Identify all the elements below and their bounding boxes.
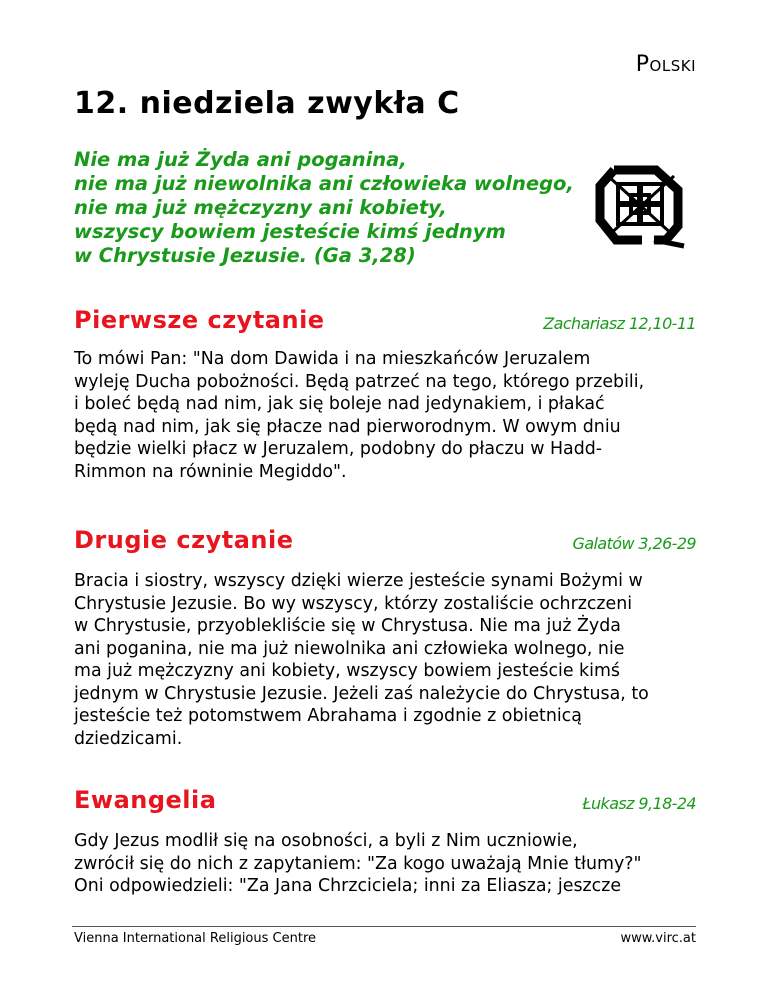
motto-line: wszyscy bowiem jesteście kimś jednym [74, 220, 506, 243]
reading-text-second [74, 570, 714, 750]
footer-website: www.virc.at [620, 931, 696, 946]
motto-line: nie ma już niewolnika ani człowieka wolnego, [74, 172, 574, 195]
motto-line: w Chrystusie Jezusie. (Ga 3,28) [74, 244, 416, 267]
section-header-first-reading [74, 306, 696, 340]
text-line: będzie wielki płacz w Jeruzalem, podobny do płaczu w Hadd- [74, 439, 603, 459]
motto-quote [74, 148, 574, 268]
text-line: jednym w Chrystusie Jezusie. Jeżeli zaś należycie do Chrystusa, to [74, 683, 649, 704]
footer-divider [72, 926, 696, 927]
text-line: ma już mężczyzny ani kobiety, wszyscy bowiem jesteście kimś [74, 661, 620, 681]
text-line: dziedzicami. [74, 728, 183, 749]
text-line: wyleję Ducha pobożności. Będą patrzeć na tego, którego przebili, [74, 371, 645, 392]
section-title: Pierwsze czytanie [74, 306, 325, 334]
text-line: Chrystusie Jezusie. Bo wy wszyscy, którzy zostaliście ochrzczeni [74, 593, 633, 614]
section-reference: Galatów 3,26-29 [572, 534, 696, 553]
section-reference: Łukasz 9,18-24 [582, 794, 696, 813]
text-line: To mówi Pan: "Na dom Dawida i na mieszkańców Jeruzalem [74, 349, 591, 369]
text-line: jesteście też potomstwem Abrahama i zgodnie z obietnicą [74, 706, 582, 726]
cross-emblem-icon [594, 156, 690, 252]
text-line: w Chrystusie, przyoblekliście się w Chrystusa. Nie ma już Żyda [74, 616, 621, 636]
language-label: Polski [635, 52, 696, 77]
motto-line: Nie ma już Żyda ani poganina, [74, 148, 407, 171]
text-line: Gdy Jezus modlił się na osobności, a byli z Nim uczniowie, [74, 831, 578, 851]
section-header-second-reading [74, 526, 696, 560]
text-line: ani poganina, nie ma już niewolnika ani człowieka wolnego, nie [74, 638, 625, 659]
text-line: Oni odpowiedzieli: "Za Jana Chrzciciela; inni za Eliasza; jeszcze [74, 876, 622, 896]
section-title: Drugie czytanie [74, 526, 294, 554]
motto-line: nie ma już mężczyzny ani kobiety, [74, 196, 447, 219]
text-line: Rimmon na równinie Megiddo". [74, 461, 347, 482]
section-title: Ewangelia [74, 786, 217, 814]
section-header-gospel [74, 786, 696, 820]
reading-text-gospel [74, 830, 714, 898]
text-line: zwrócił się do nich z zapytaniem: "Za kogo uważają Mnie tłumy?" [74, 853, 642, 874]
text-line: będą nad nim, jak się płacze nad pierworodnym. W owym dniu [74, 416, 621, 437]
footer-organization: Vienna International Religious Centre [74, 931, 316, 946]
reading-text-first [74, 348, 714, 483]
text-line: i boleć będą nad nim, jak się boleje nad jedynakiem, i płakać [74, 394, 605, 414]
text-line: Bracia i siostry, wszyscy dzięki wierze jesteście synami Bożymi w [74, 571, 643, 591]
section-reference: Zachariasz 12,10-11 [543, 314, 696, 333]
page-title: 12. niedziela zwykła C [74, 86, 460, 121]
